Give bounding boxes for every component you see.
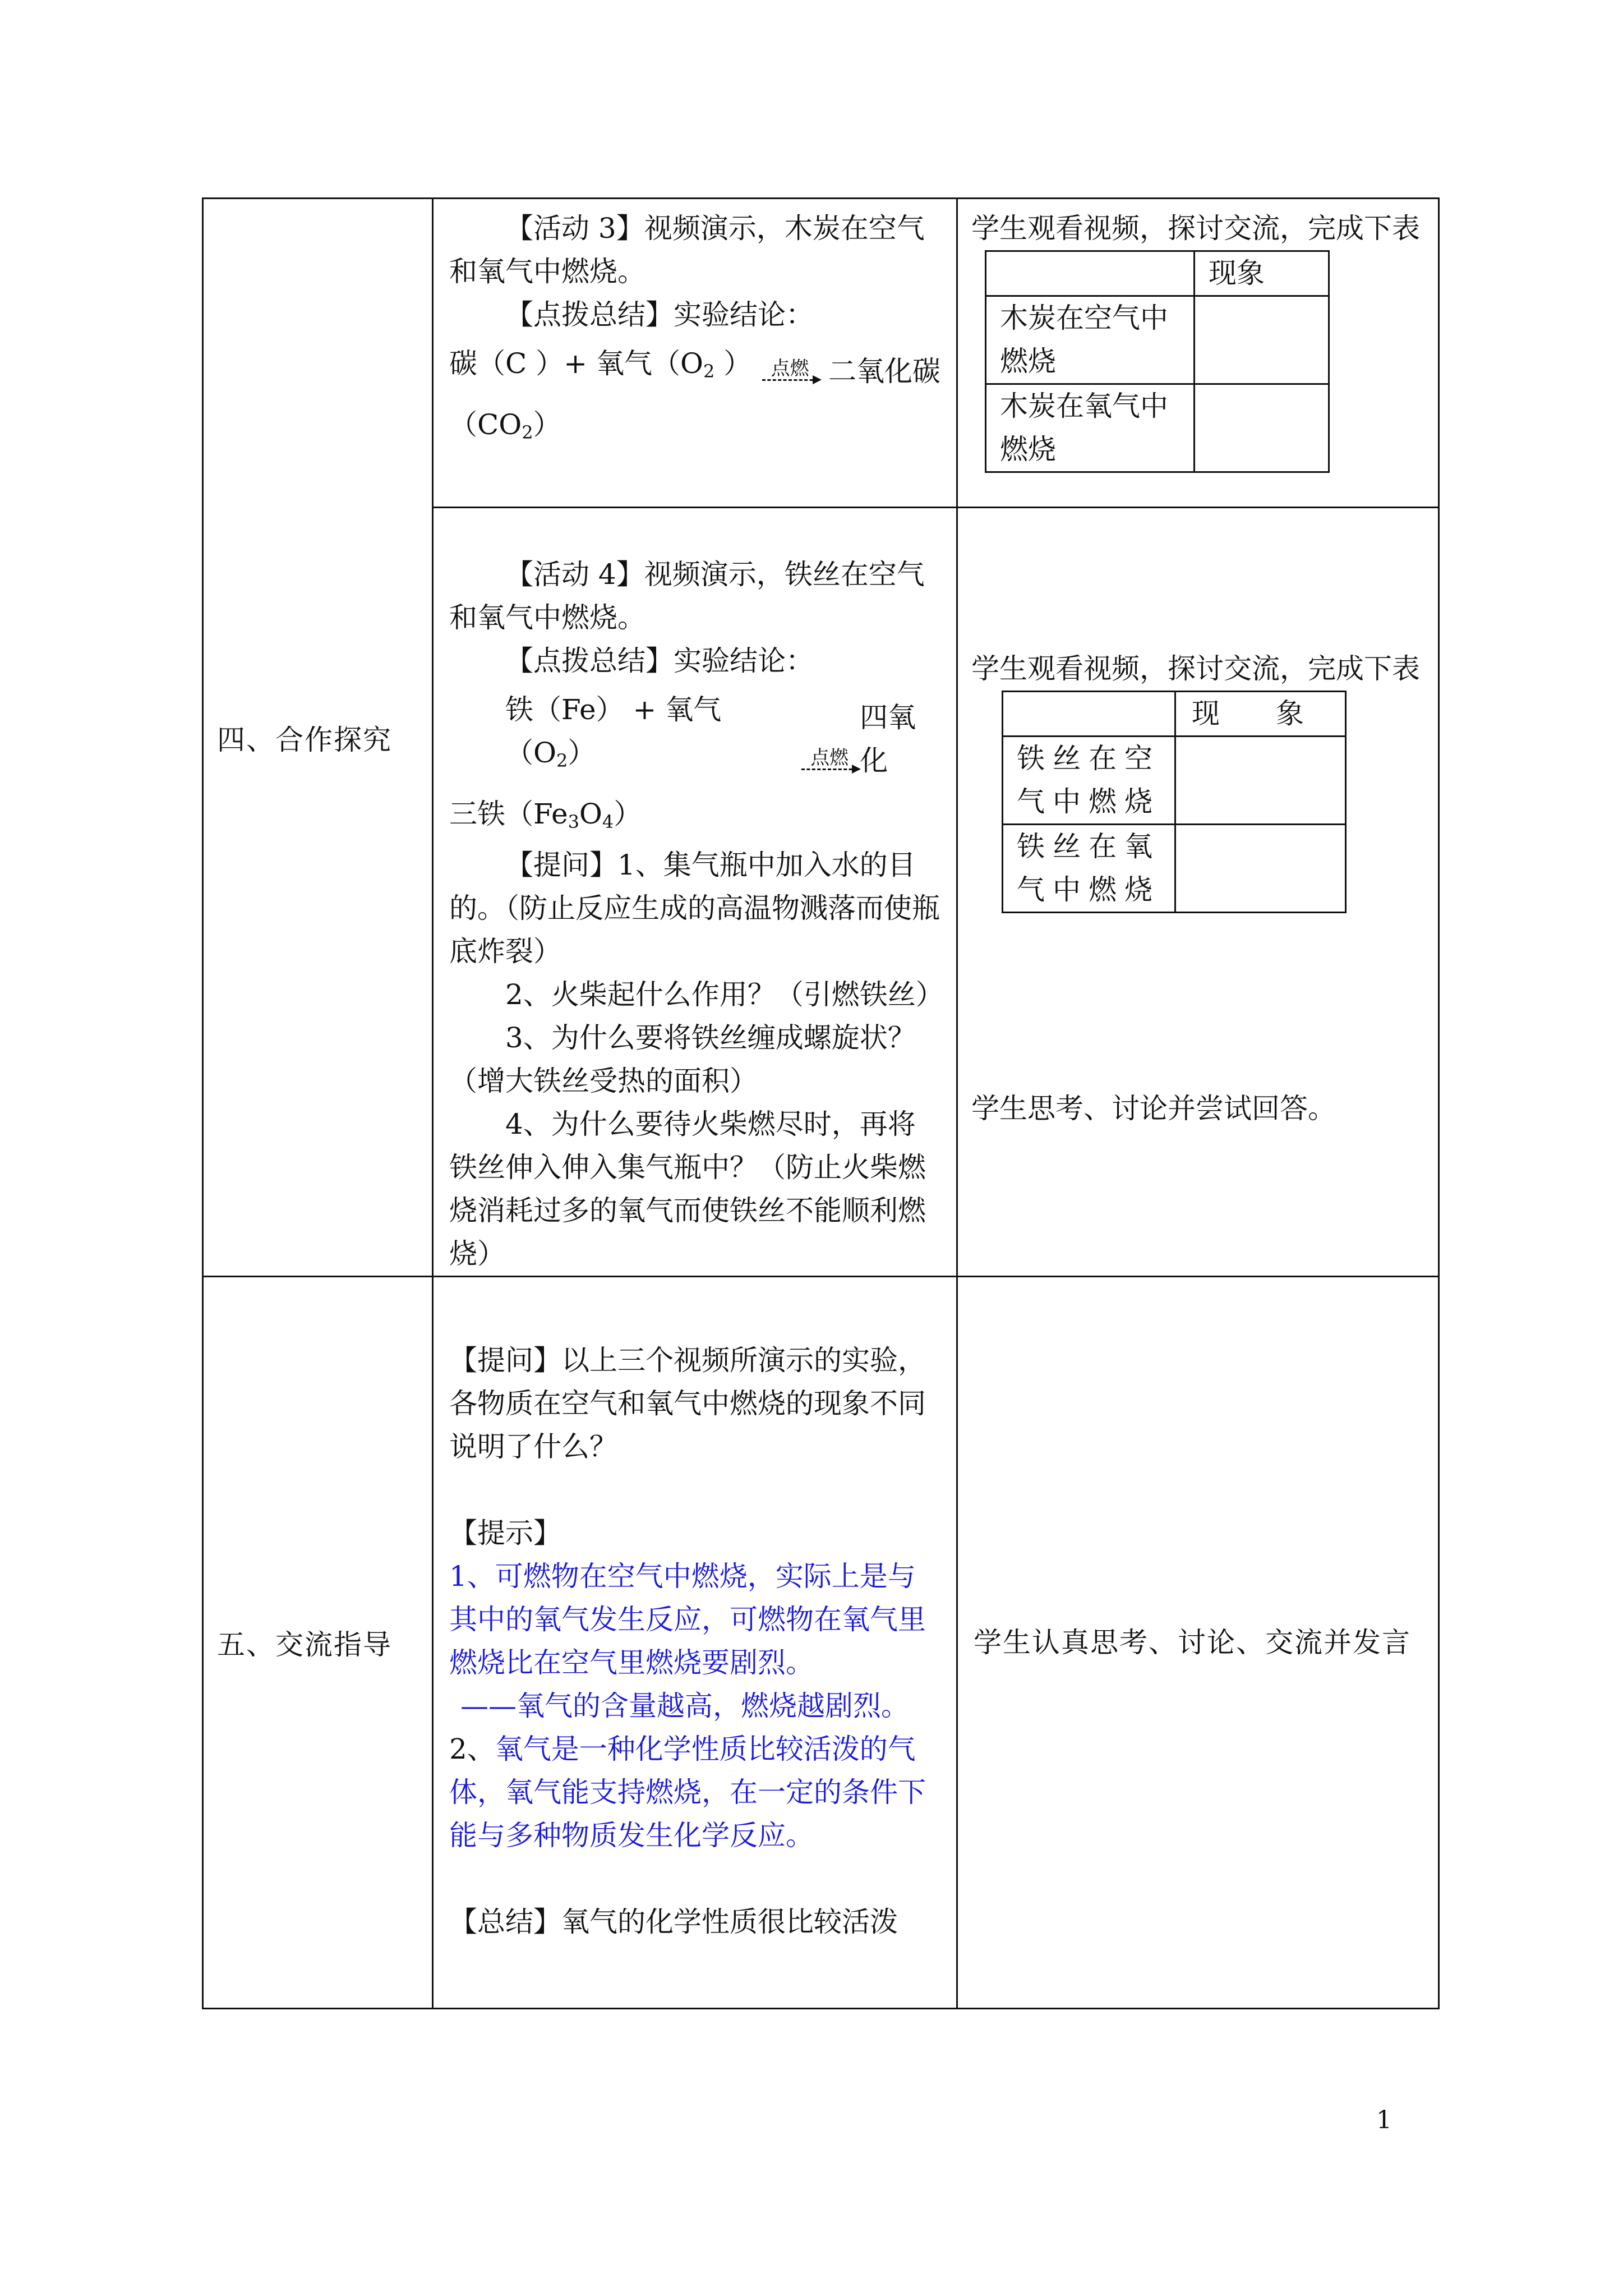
subscript: 3 <box>568 811 579 832</box>
equation-cont-mid: O <box>579 798 602 830</box>
table-cell <box>986 251 1195 296</box>
table-row <box>986 384 1329 472</box>
spacer <box>449 1469 940 1512</box>
equation-left: 碳（C ）+ 氧气（O <box>449 347 703 380</box>
subscript: 2 <box>703 361 715 382</box>
summary-text: 【点拨总结】实验结论： <box>505 298 814 331</box>
table-row <box>1003 737 1346 825</box>
hint-2-number: 2、 <box>449 1733 495 1765</box>
activity-text: 【活动 3】视频演示，木炭在空气和氧气中燃烧。 <box>449 212 925 288</box>
student-text-2: 学生思考、讨论并尝试回答。 <box>971 1092 1336 1125</box>
table-row <box>986 296 1329 384</box>
table-cell: 木炭在空气中燃烧 <box>986 296 1195 384</box>
table-cell <box>1195 296 1329 384</box>
page-number: 1 <box>1376 2106 1392 2134</box>
equation-left-end: ） <box>714 347 752 380</box>
stage-label: 四、合作探究 <box>217 723 392 756</box>
student-text: 学生认真思考、讨论、交流并发言 <box>974 1626 1411 1659</box>
table-cell: 铁丝在空气中燃烧 <box>1003 737 1175 825</box>
reaction-arrow <box>801 748 857 783</box>
stage-cell <box>203 199 433 1277</box>
activity-text: 【活动 4】视频演示，铁丝在空气和氧气中燃烧。 <box>449 558 925 634</box>
hint-1: 1、可燃物在空气中燃烧，实际上是与其中的氧气发生反应，可燃物在氧气里燃烧比在空气里燃烧要剧烈。 <box>449 1560 926 1679</box>
student-cell <box>957 1277 1439 2009</box>
subscript: 2 <box>522 422 533 443</box>
arrow-icon <box>801 769 857 770</box>
student-cell <box>957 199 1439 508</box>
spacer <box>449 1857 940 1901</box>
equation-continued <box>449 793 940 844</box>
subscript: 4 <box>602 811 614 832</box>
subscript: 2 <box>556 750 568 771</box>
observation-table <box>985 250 1330 473</box>
teacher-cell <box>433 1277 957 2009</box>
table-cell: 铁丝在氧气中燃烧 <box>1003 825 1175 913</box>
table-header: 现象 <box>1195 251 1329 296</box>
student-cell <box>957 508 1439 1277</box>
student-text: 学生观看视频，探讨交流，完成下表 <box>971 652 1420 685</box>
reaction-condition: 点燃 <box>771 357 809 380</box>
hint-2 <box>449 1728 940 1857</box>
table-cell <box>1195 384 1329 472</box>
hint-1-note: ——氧气的含量越高，燃烧越剧烈。 <box>460 1690 909 1722</box>
table-row <box>203 199 1439 508</box>
summary-text: 【点拨总结】实验结论： <box>505 645 814 677</box>
stage-cell <box>203 1277 433 2009</box>
teacher-cell <box>433 508 957 1277</box>
question-text: 【提问】以上三个视频所演示的实验，各物质在空气和氧气中燃烧的现象不同说明了什么？ <box>449 1344 926 1463</box>
observation-table <box>1002 691 1347 913</box>
table-header: 现 象 <box>1175 692 1346 737</box>
equation-right: 四氧化 <box>860 701 916 777</box>
equation-cont-end: ） <box>533 408 561 441</box>
equation-right: 二氧化碳 <box>828 355 940 388</box>
table-cell <box>1175 825 1346 913</box>
equation-cont-text: 三铁（Fe <box>449 798 568 830</box>
stage-label: 五、交流指导 <box>217 1628 392 1661</box>
question-4: 4、为什么要待火柴燃尽时，再将铁丝伸入伸入集气瓶中？（防止火柴燃烧消耗过多的氧气而使铁丝不能顺利燃烧） <box>449 1108 926 1270</box>
question-3: 3、为什么要将铁丝缠成螺旋状？（增大铁丝受热的面积） <box>449 1022 916 1097</box>
conclusion-text: 【总结】氧气的化学性质很比较活泼 <box>449 1906 898 1938</box>
student-text: 学生观看视频，探讨交流，完成下表 <box>971 212 1420 245</box>
question-2: 2、火柴起什么作用？（引燃铁丝） <box>505 978 944 1011</box>
table-row <box>203 1277 1439 2009</box>
equation-cont-end: ） <box>614 798 642 830</box>
reaction-condition: 点燃 <box>810 747 849 769</box>
table-cell <box>1003 692 1175 737</box>
table-row <box>1003 825 1346 913</box>
equation <box>449 688 940 783</box>
equation <box>449 342 940 393</box>
equation-cont-text: （CO <box>449 408 522 441</box>
reaction-arrow <box>762 359 818 393</box>
arrow-icon <box>762 379 818 381</box>
table-row <box>1003 692 1346 737</box>
teacher-cell <box>433 199 957 508</box>
question-1: 【提问】1、集气瓶中加入水的目的。（防止反应生成的高温物溅落而使瓶底炸裂） <box>449 849 940 968</box>
lesson-table <box>202 197 1440 2009</box>
equation-left-end: ） <box>568 737 596 769</box>
hint-2-text: 氧气是一种化学性质比较活泼的气体，氧气能支持燃烧，在一定的条件下能与多种物质发生化学反应。 <box>449 1733 926 1852</box>
table-row <box>986 251 1329 296</box>
hint-title: 【提示】 <box>449 1517 561 1549</box>
table-cell: 木炭在氧气中燃烧 <box>986 384 1195 472</box>
table-cell <box>1175 737 1346 825</box>
equation-continued <box>449 403 940 454</box>
equation-left: 铁（Fe） + 氧气（O <box>505 693 722 769</box>
